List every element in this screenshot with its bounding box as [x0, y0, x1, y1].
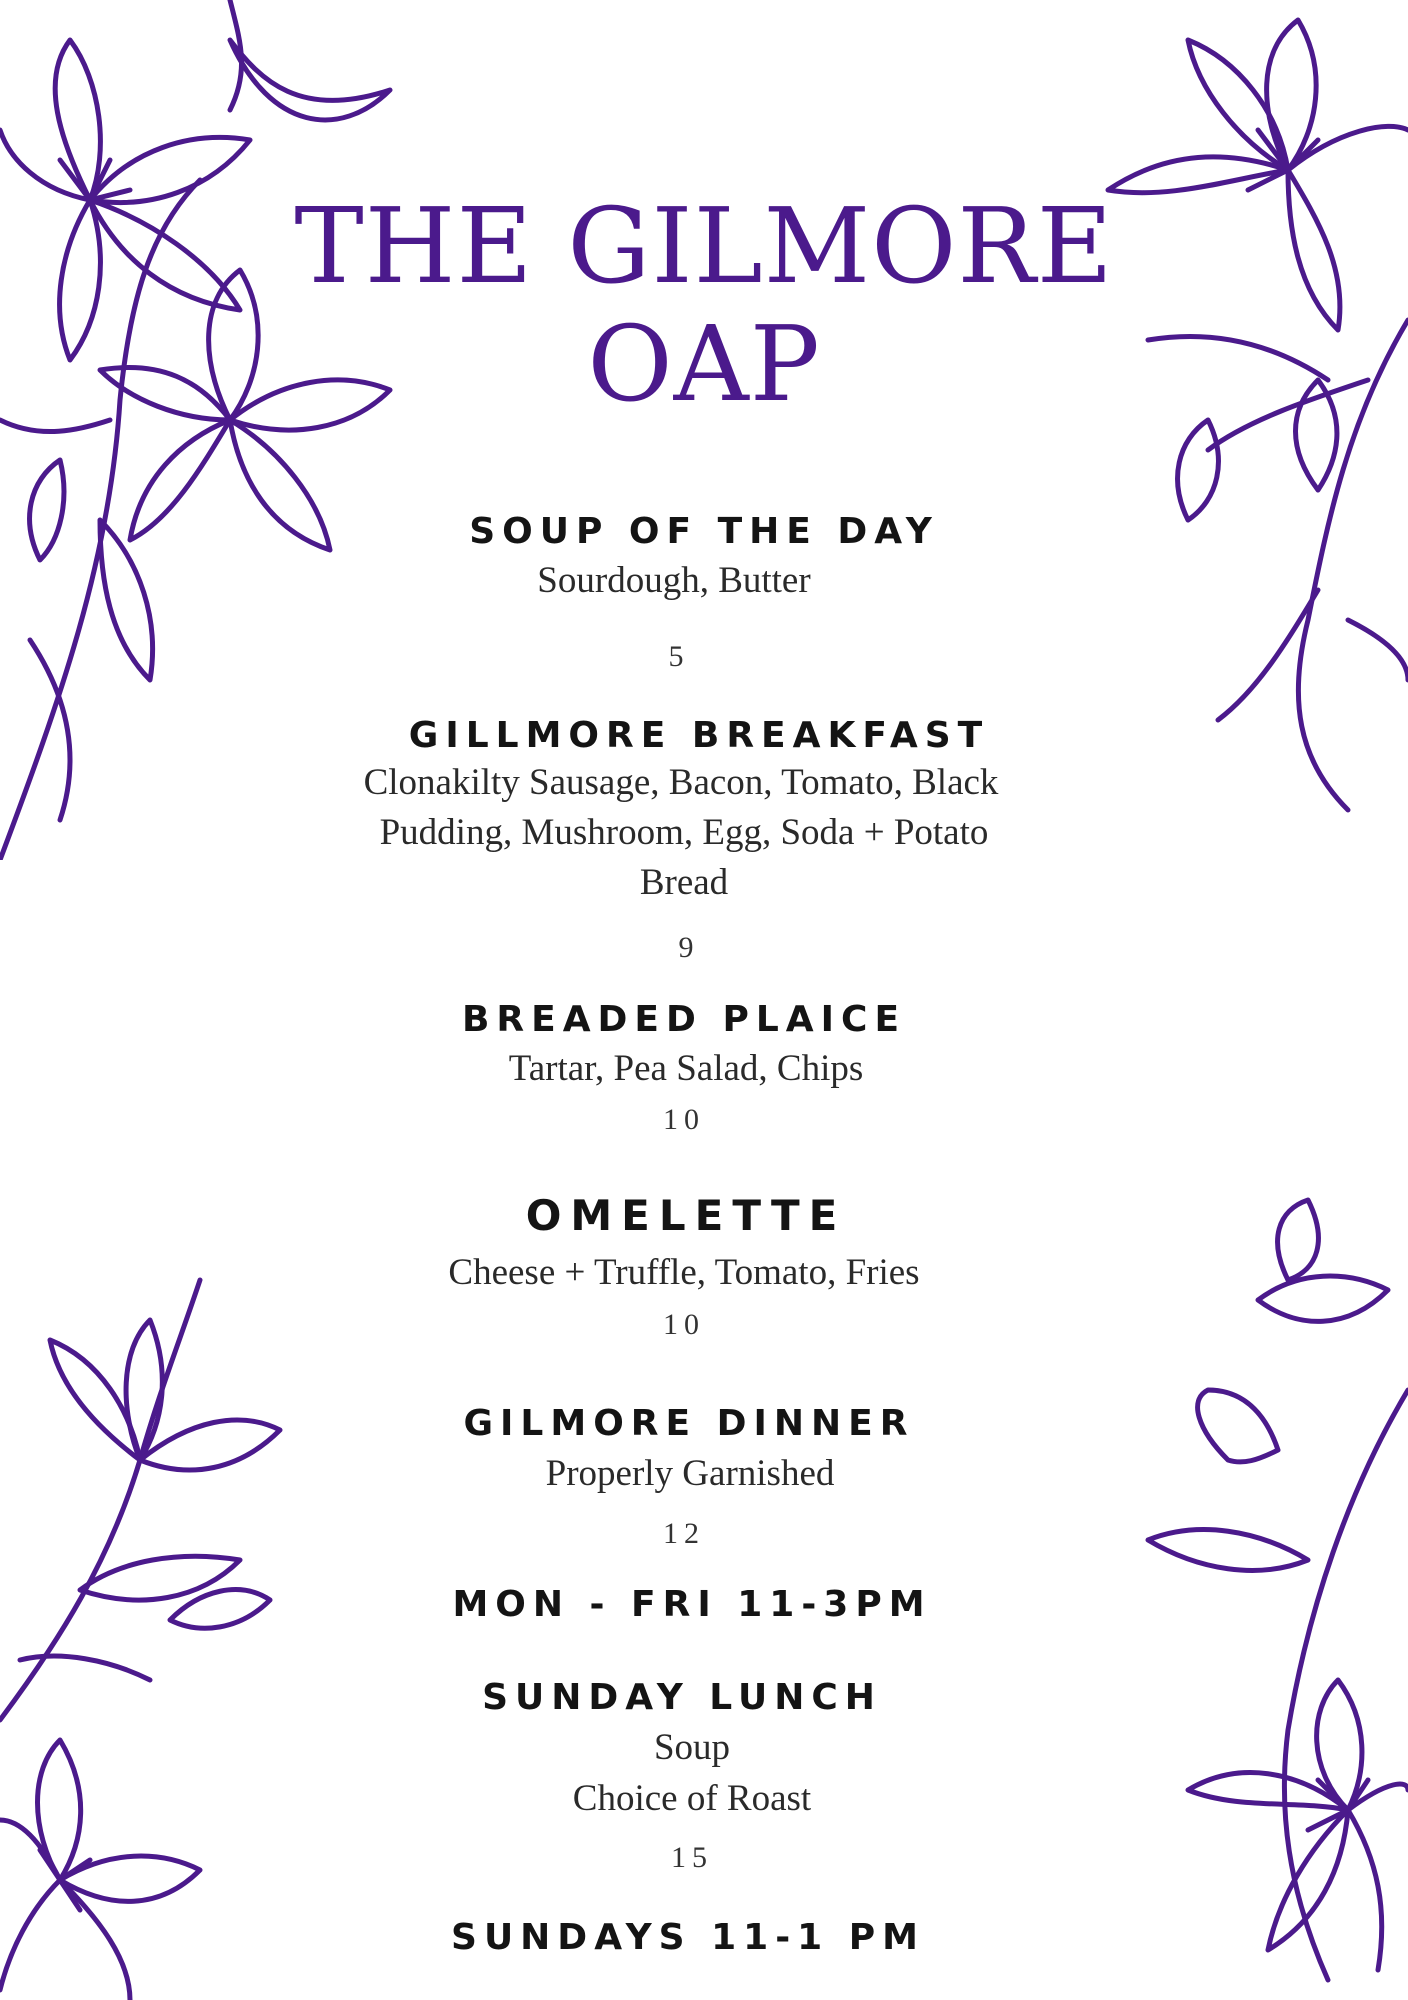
menu-title-line1: THE GILMORE: [294, 185, 1114, 307]
weekday-hours: MON - FRI 11-3PM: [452, 1584, 932, 1625]
sunday-desc-line1: Soup: [653, 1727, 731, 1768]
item-desc-plaice: Tartar, Pea Salad, Chips: [508, 1048, 864, 1089]
item-price-soup: 5: [668, 640, 690, 673]
item-name-plaice: BREADED PLAICE: [461, 999, 907, 1040]
floral-bottom-left-icon: [0, 1260, 300, 2000]
menu-title-line2: OAP: [587, 303, 821, 425]
sunday-hours: SUNDAYS 11-1 PM: [451, 1917, 925, 1958]
item-name-dinner: GILMORE DINNER: [463, 1403, 915, 1444]
item-name-breakfast: GILLMORE BREAKFAST: [408, 715, 990, 756]
item-price-omelette: 10: [663, 1308, 705, 1341]
item-desc-soup: Sourdough, Butter: [537, 560, 811, 601]
item-price-dinner: 12: [663, 1517, 705, 1550]
sunday-lunch-name: SUNDAY LUNCH: [482, 1677, 882, 1718]
sunday-price: 15: [671, 1841, 713, 1874]
sunday-desc-line2: Choice of Roast: [572, 1778, 812, 1819]
item-desc-breakfast-line2: Pudding, Mushroom, Egg, Soda + Potato: [379, 812, 989, 853]
item-desc-breakfast-line3: Bread: [639, 862, 729, 903]
item-desc-omelette: Cheese + Truffle, Tomato, Fries: [448, 1252, 920, 1293]
item-desc-dinner: Properly Garnished: [545, 1453, 835, 1494]
item-price-breakfast: 9: [678, 931, 700, 964]
item-name-soup: SOUP OF THE DAY: [469, 511, 939, 552]
item-price-plaice: 10: [663, 1103, 705, 1136]
item-name-omelette: OMELETTE: [525, 1191, 847, 1240]
item-desc-breakfast-line1: Clonakilty Sausage, Bacon, Tomato, Black: [363, 762, 999, 803]
